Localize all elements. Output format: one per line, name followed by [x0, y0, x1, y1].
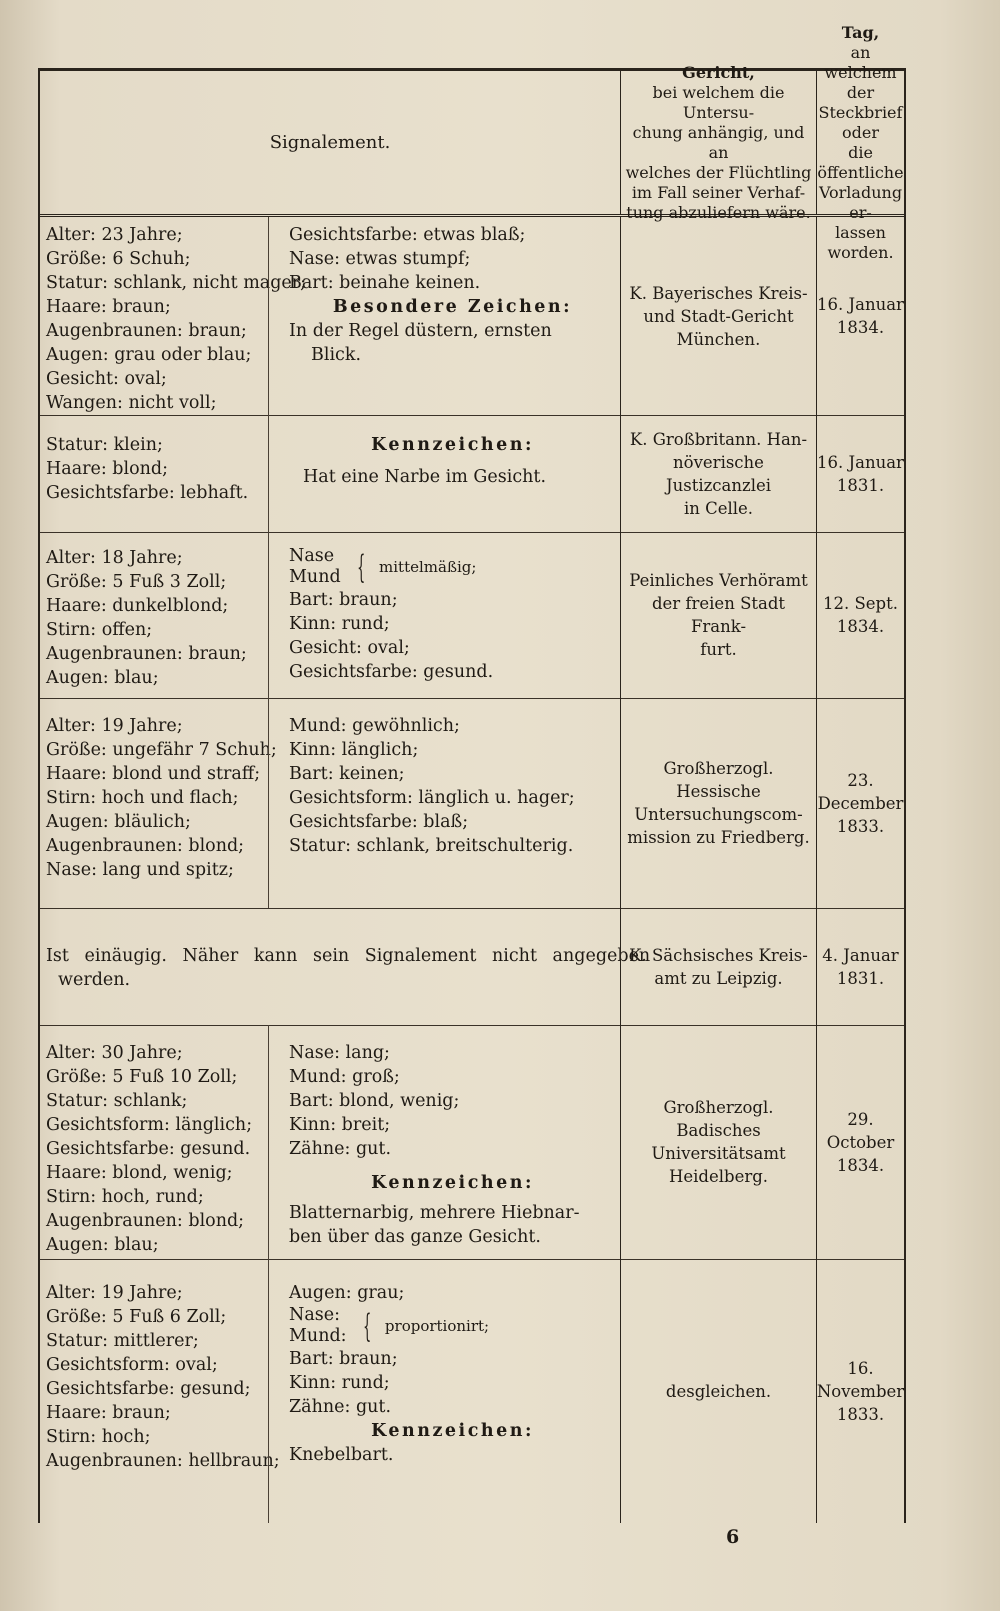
date-cell: 23. December 1833. — [816, 698, 904, 908]
signalement-right: Nase Mund { mittelmäßig; Bart: braun; Kinn: rund; Gesicht: oval; Gesichtsfarbe: gesund. — [268, 532, 620, 698]
signalement-left: Alter: 19 Jahre; Größe: 5 Fuß 6 Zoll; Statur: mittlerer; Gesichtsform: oval; Gesichtsfarbe: gesund; Haare: braun; Stirn: hoch; Augenbraunen: hellbraun; — [46, 1283, 280, 1471]
table-row — [40, 217, 904, 416]
date-cell: 4. Januar 1831. — [816, 908, 904, 1025]
court-cell: Peinliches Verhöramt der freien Stadt Frank- furt. — [620, 532, 816, 698]
table-row — [40, 1259, 904, 1523]
header-date: Tag, an welchem der Steckbrief oder die öffentliche Vorladung er- lassen worden. — [817, 22, 904, 262]
header-court: Gericht, bei welchem die Untersu- chung anhängig, und an welches der Flüchtling im Fall seiner Verhaf- tung abzuliefern wäre. — [620, 71, 816, 214]
table-row — [40, 908, 904, 1026]
header-signalement: Signalement. — [269, 132, 391, 153]
signalement-right: Mund: gewöhnlich; Kinn: länglich; Bart: keinen; Gesichtsform: länglich u. hager; Gesichtsfarbe: blaß; Statur: schlank, breitschulterig. — [268, 698, 620, 908]
court-cell: Großherzogl. Hessische Untersuchungscom- mission zu Friedberg. — [620, 698, 816, 908]
brace-glyph: { — [362, 1307, 371, 1345]
signalement-left: Alter: 23 Jahre; Größe: 6 Schuh; Statur: schlank, nicht mager; Haare: braun; Augenbraunen: braun; Augen: grau oder blau; Gesicht: oval; Wangen: nicht voll; — [46, 225, 307, 413]
signalement-table — [38, 22, 906, 1523]
table-row — [40, 532, 904, 699]
date-cell: 29. October 1834. — [816, 1025, 904, 1259]
date-cell: 16. Januar 1834. — [816, 217, 904, 415]
special-marks-heading: Besondere Zeichen: — [332, 297, 573, 317]
marks-heading: Kennzeichen: — [371, 435, 534, 455]
signalement-right: Nase: lang; Mund: groß; Bart: blond, wenig; Kinn: breit; Zähne: gut. Kennzeichen: Blatternarbig, mehrere Hiebnar- ben über das ganze Gesicht. — [268, 1025, 620, 1259]
marks-heading: Kennzeichen: — [371, 1173, 534, 1193]
brace-group: Nase Mund { mittelmäßig; — [289, 546, 477, 587]
table-row — [40, 1025, 904, 1260]
table-header — [40, 22, 904, 262]
court-cell: Großherzogl. Badisches Universitätsamt Heidelberg. — [620, 1025, 816, 1259]
marks-heading: Kennzeichen: — [371, 1421, 534, 1441]
court-cell: K. Bayerisches Kreis- und Stadt-Gericht München. — [620, 217, 816, 415]
signalement-left: Alter: 30 Jahre; Größe: 5 Fuß 10 Zoll; Statur: schlank; Gesichtsform: länglich; Gesichtsfarbe: gesund. Haare: blond, wenig; Stirn: hoch, rund; Augenbraunen: blond; Augen: blau; — [46, 1043, 253, 1255]
table-row — [40, 698, 904, 909]
court-cell: K. Sächsisches Kreis- amt zu Leipzig. — [620, 908, 816, 1025]
date-cell: 16. Januar 1831. — [816, 415, 904, 532]
court-cell: desgleichen. — [620, 1259, 816, 1523]
signalement-left: Alter: 19 Jahre; Größe: ungefähr 7 Schuh; Haare: blond und straff; Stirn: hoch und flach; Augen: bläulich; Augenbraunen: blond; Nase: lang und spitz; — [46, 716, 277, 880]
page-number: 6 — [726, 1526, 740, 1548]
signalement-right: Augen: grau; Nase: Mund: { proportionirt; Bart: braun; Kinn: rund; Zähne: gut. Kennzeichen: Knebelbart. — [268, 1259, 620, 1523]
date-cell: 12. Sept. 1834. — [816, 532, 904, 698]
brace-glyph: { — [356, 548, 365, 586]
court-cell: K. Großbritann. Han- növerische Justizcanzlei in Celle. — [620, 415, 816, 532]
brace-group: Nase: Mund: { proportionirt; — [289, 1305, 490, 1346]
signalement-right: Kennzeichen: Hat eine Narbe im Gesicht. — [268, 415, 620, 532]
signalement-left: Statur: klein; Haare: blond; Gesichtsfarbe: lebhaft. — [46, 435, 249, 503]
signalement-left: Alter: 18 Jahre; Größe: 5 Fuß 3 Zoll; Haare: dunkelblond; Stirn: offen; Augenbraunen: braun; Augen: blau; — [46, 548, 247, 688]
signalement-right: Gesichtsfarbe: etwas blaß; Nase: etwas stumpf; Bart: beinahe keinen. Besondere Zeichen: In der Regel düstern, ernsten Blick. — [268, 217, 620, 415]
merged-signalement: Ist einäugig. Näher kann sein Signalement nicht angegeben werden. — [46, 946, 651, 990]
table-row — [40, 415, 904, 533]
date-cell: 16. November 1833. — [816, 1259, 904, 1523]
